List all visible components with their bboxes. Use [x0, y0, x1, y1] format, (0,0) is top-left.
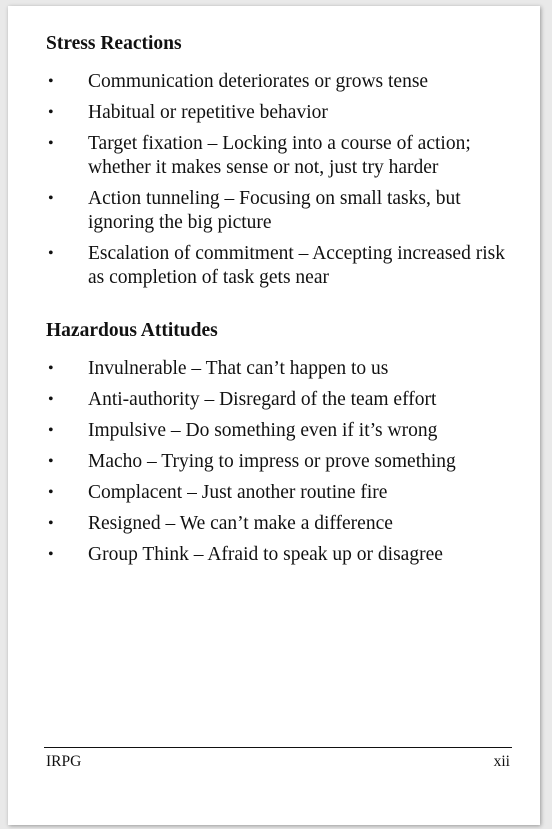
bullet-icon: •	[48, 484, 54, 501]
bullet-icon: •	[48, 135, 54, 152]
bullet-icon: •	[48, 73, 54, 90]
stress-reactions-list	[46, 70, 516, 297]
list-item: • Action tunneling – Focusing on small tasks, but ignoring the big picture	[48, 188, 461, 233]
page-number: xii	[493, 753, 510, 770]
bullet-icon: •	[48, 104, 54, 121]
bullet-icon: •	[48, 391, 54, 408]
list-item: • Group Think – Afraid to speak up or disagree	[48, 544, 443, 565]
hazardous-attitudes-list	[46, 357, 516, 574]
list-item: • Communication deteriorates or grows tense	[48, 71, 429, 92]
list-item: • Impulsive – Do something even if it’s wrong	[48, 420, 438, 441]
document-page	[8, 6, 540, 825]
list-item: • Habitual or repetitive behavior	[48, 102, 328, 123]
section-title-stress-reactions: Stress Reactions	[46, 33, 182, 54]
list-item: • Anti-authority – Disregard of the team effort	[48, 389, 437, 410]
list-item: • Invulnerable – That can’t happen to us	[48, 358, 389, 379]
list-item: • Complacent – Just another routine fire	[48, 482, 388, 503]
bullet-icon: •	[48, 546, 54, 563]
list-item: • Target fixation – Locking into a course of action; whether it makes sense or not, just try harder	[48, 133, 471, 178]
footer-divider	[44, 747, 512, 748]
list-item: • Escalation of commitment – Accepting increased risk as completion of task gets near	[48, 243, 505, 288]
section-title-hazardous-attitudes: Hazardous Attitudes	[46, 320, 218, 341]
list-item: • Macho – Trying to impress or prove something	[48, 451, 456, 472]
list-item: • Resigned – We can’t make a difference	[48, 513, 393, 534]
bullet-icon: •	[48, 360, 54, 377]
bullet-icon: •	[48, 190, 54, 207]
bullet-icon: •	[48, 515, 54, 532]
bullet-icon: •	[48, 453, 54, 470]
bullet-icon: •	[48, 245, 54, 262]
bullet-icon: •	[48, 422, 54, 439]
footer-document-title: IRPG	[46, 753, 82, 770]
